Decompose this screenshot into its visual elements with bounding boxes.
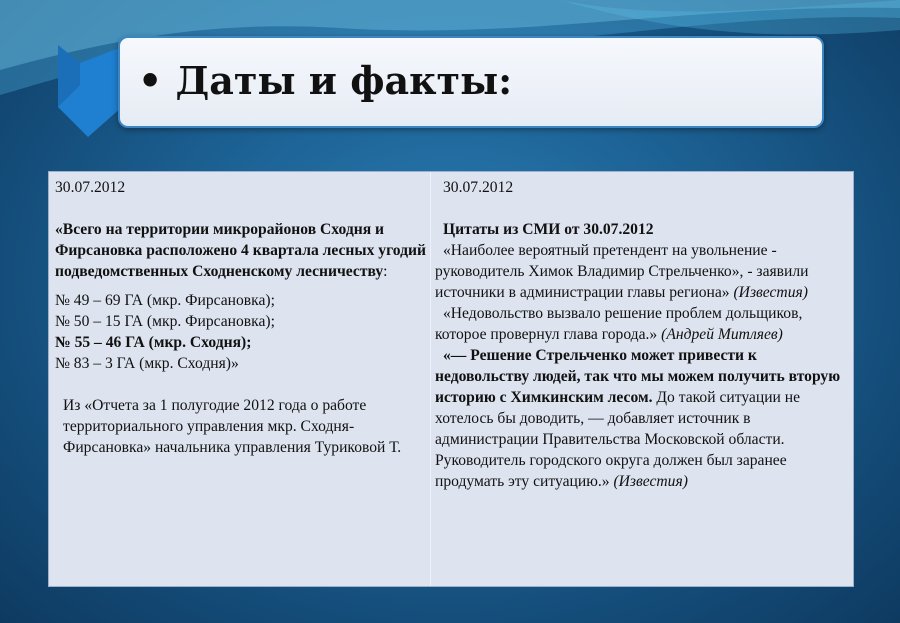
- forest-item-55: № 55 – 46 ГА (мкр. Сходня);: [55, 334, 252, 351]
- slide-title: • Даты и факты:: [138, 58, 513, 103]
- forest-item-49: № 49 – 69 ГА (мкр. Фирсановка);: [55, 292, 275, 309]
- chevron-down-icon: [58, 45, 122, 137]
- quote-3-bold: «— Решение Стрельченко может привести к недовольству людей, так что мы можем получить вторую историю с Химкинским лесом.: [435, 347, 841, 406]
- quote-1: [435, 240, 849, 303]
- left-quote: [55, 219, 426, 282]
- forest-item-83: № 83 – 3 ГА (мкр. Сходня)»: [55, 355, 239, 372]
- quote-2-text: «Недовольство вызвало решение проблем дольщиков, которое провернул глава города.»: [435, 305, 803, 343]
- left-quote-bold: «Всего на территории микрорайонов Сходня и Фирсановка расположено 4 квартала лесных угодий подведомственных Сходненскому лесничеству: [55, 221, 426, 280]
- left-source: Из «Отчета за 1 полугодие 2012 года о работе территориального управления мкр. Сходня-Фирсановка» начальника управления Туриковой Т.: [63, 397, 402, 456]
- quote-1-source: (Известия): [729, 284, 808, 301]
- quote-1-text: «Наиболее вероятный претендент на увольнение - руководитель Химок Владимир Стрельченко», - заявили источники в администрации главы региона»: [435, 242, 809, 301]
- quote-3: [435, 345, 849, 492]
- forest-item-50: № 50 – 15 ГА (мкр. Фирсановка);: [55, 313, 275, 330]
- left-date: 30.07.2012: [55, 179, 126, 196]
- quote-2-source: (Андрей Митляев): [661, 326, 783, 343]
- quote-2: [435, 303, 849, 345]
- right-heading: Цитаты из СМИ от 30.07.2012: [443, 221, 654, 238]
- left-column: [49, 172, 431, 586]
- quote-3-text: До такой ситуации не хотелось бы доводить, — добавляет источник в администрации Правительства Московской области. Руководитель городского округа должен был заранее продумать эту ситуацию.»: [435, 389, 801, 490]
- right-date: 30.07.2012: [443, 179, 514, 196]
- right-column: [431, 172, 853, 586]
- quote-3-source: (Известия): [609, 473, 688, 490]
- title-box: [118, 36, 824, 128]
- left-quote-colon: :: [383, 263, 388, 280]
- facts-table: [48, 171, 854, 587]
